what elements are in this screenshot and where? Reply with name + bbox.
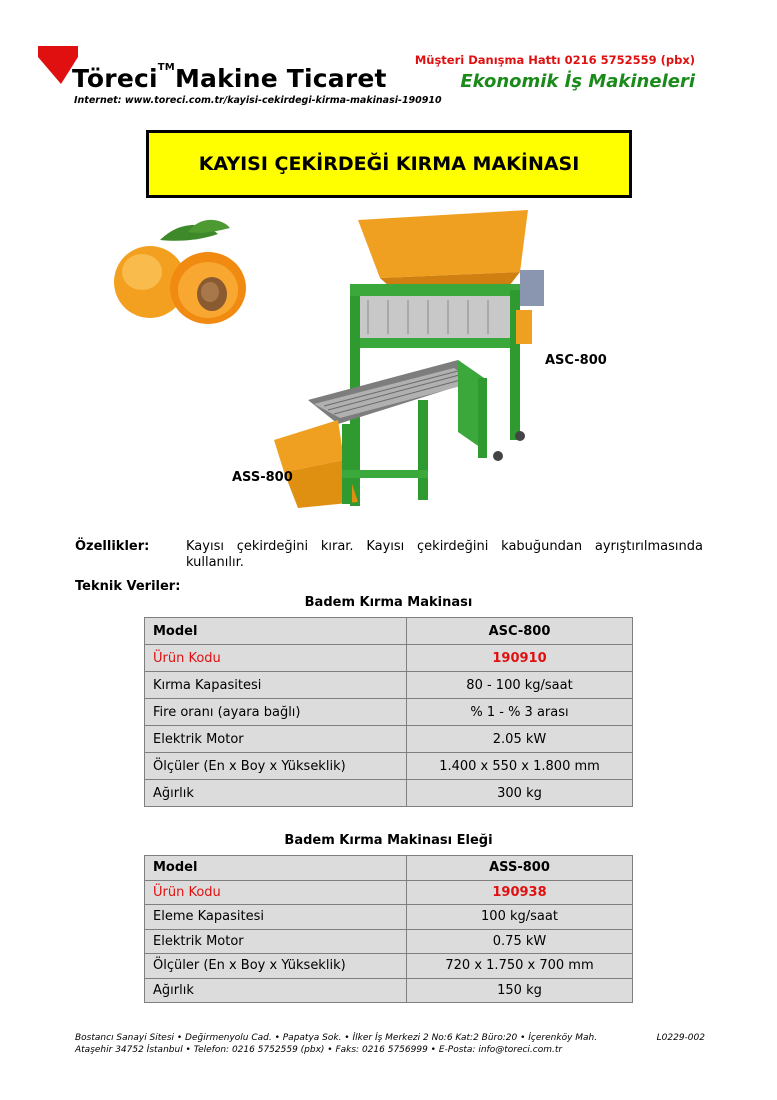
table-cell: % 1 - % 3 arası bbox=[407, 699, 633, 726]
table-row bbox=[145, 929, 633, 954]
customer-hotline: Müşteri Danışma Hattı 0216 5752559 (pbx) bbox=[414, 53, 695, 67]
table-cell: Elektrik Motor bbox=[145, 726, 407, 753]
table-cell: Ağırlık bbox=[145, 780, 407, 807]
table-cell: 190938 bbox=[407, 880, 633, 905]
table-cell: Fire oranı (ayara bağlı) bbox=[145, 699, 407, 726]
table-cell: 150 kg bbox=[407, 978, 633, 1003]
table-cell: 2.05 kW bbox=[407, 726, 633, 753]
technical-data-label: Teknik Veriler: bbox=[75, 579, 181, 594]
table-cell: Eleme Kapasitesi bbox=[145, 905, 407, 930]
table-row bbox=[145, 699, 633, 726]
table2-caption: Badem Kırma Makinası Eleği bbox=[284, 833, 493, 848]
table-row bbox=[145, 880, 633, 905]
table-cell: 0.75 kW bbox=[407, 929, 633, 954]
table-row bbox=[145, 856, 633, 881]
table-cell: Ürün Kodu bbox=[145, 645, 407, 672]
machine-photo bbox=[258, 210, 558, 510]
table-row bbox=[145, 726, 633, 753]
table-row bbox=[145, 954, 633, 979]
footer-address bbox=[75, 1032, 705, 1056]
table-cell: Kırma Kapasitesi bbox=[145, 672, 407, 699]
table-row bbox=[145, 618, 633, 645]
table-cell: 720 x 1.750 x 700 mm bbox=[407, 954, 633, 979]
table1-caption: Badem Kırma Makinası bbox=[304, 595, 473, 610]
product-title: KAYISI ÇEKİRDEĞİ KIRMA MAKİNASI bbox=[198, 153, 580, 175]
footer-line-2: Ataşehir 34752 İstanbul • Telefon: 0216 5752559 (pbx) • Faks: 0216 5756999 • E-Posta: info@toreci.com.tr bbox=[75, 1045, 563, 1055]
table-row bbox=[145, 753, 633, 780]
table-cell: 300 kg bbox=[407, 780, 633, 807]
spec-table-asc-800 bbox=[144, 617, 633, 807]
table-cell: Ürün Kodu bbox=[145, 880, 407, 905]
table-cell: 1.400 x 550 x 1.800 mm bbox=[407, 753, 633, 780]
table-cell: Elektrik Motor bbox=[145, 929, 407, 954]
website-url[interactable]: Internet: www.toreci.com.tr/kayisi-cekirdegi-kirma-makinasi-190910 bbox=[74, 95, 442, 106]
table-cell: Ölçüler (En x Boy x Yükseklik) bbox=[145, 954, 407, 979]
table-cell: 190910 bbox=[407, 645, 633, 672]
table-cell: Ağırlık bbox=[145, 978, 407, 1003]
footer-line-1: Bostancı Sanayi Sitesi • Değirmenyolu Cad. • Papatya Sok. • İlker İş Merkezi 2 No:6 Kat:2 Büro:20 • İçerenköy Mah. bbox=[75, 1033, 598, 1043]
table-row bbox=[145, 672, 633, 699]
product-title-box bbox=[146, 130, 632, 198]
table-cell: Ölçüler (En x Boy x Yükseklik) bbox=[145, 753, 407, 780]
table-row bbox=[145, 645, 633, 672]
label-asc-800: ASC-800 bbox=[545, 353, 607, 368]
label-ass-800: ASS-800 bbox=[232, 470, 293, 485]
company-slogan: Ekonomik İş Makineleri bbox=[460, 71, 695, 92]
document-code: L0229-002 bbox=[656, 1033, 705, 1043]
table-cell: Model bbox=[145, 618, 407, 645]
brand-name: Töreci™Makine Ticaret bbox=[72, 62, 387, 93]
table-cell: 80 - 100 kg/saat bbox=[407, 672, 633, 699]
features-label: Özellikler: bbox=[75, 539, 150, 554]
table-row bbox=[145, 978, 633, 1003]
table-cell: Model bbox=[145, 856, 407, 881]
table-row bbox=[145, 905, 633, 930]
table-cell: 100 kg/saat bbox=[407, 905, 633, 930]
table-cell: ASC-800 bbox=[407, 618, 633, 645]
spec-table-ass-800 bbox=[144, 855, 633, 1003]
features-text: Kayısı çekirdeğini kırar. Kayısı çekirdeğini kabuğundan ayrıştırılmasında kullanılır. bbox=[186, 539, 703, 570]
table-cell: ASS-800 bbox=[407, 856, 633, 881]
apricot-photo bbox=[110, 210, 254, 330]
table-row bbox=[145, 780, 633, 807]
